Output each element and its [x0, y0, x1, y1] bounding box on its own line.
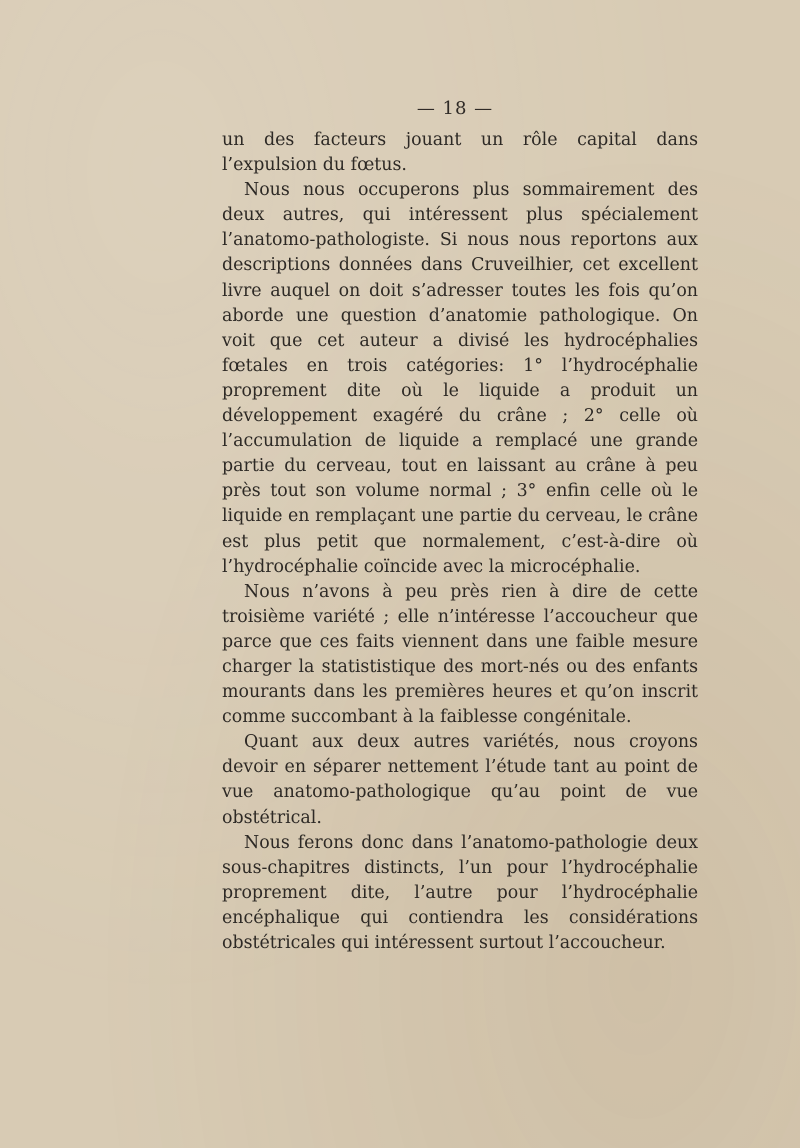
paragraph-3: Nous n’avons à peu près rien à dire de cette troisième variété ; elle n’intéresse l’accoucheur que parce que ces faits viennent dans une faible mesure charger la statististique des mort-nés ou des enfants mourants dans les premières heures et qu’on inscrit comme succombant à la faiblesse congénitale. [222, 581, 698, 728]
paragraph-2: Nous nous occuperons plus sommairement des deux autres, qui intéressent plus spécialement l’anatomo-pathologiste. Si nous nous reportons aux descriptions données dans Cruveilhier, cet excellent livre auquel on doit s’adresser toutes les fois qu’on aborde une question d’anatomie pathologique. On voit que cet auteur a divisé les hydrocéphalies fœtales en trois catégories: 1° l’hydrocéphalie proprement dite où le liquide a produit un développement exagéré du crâne ; 2° celle où l’accumulation de liquide a remplacé une grande partie du cerveau, tout en laissant au crâne à peu près tout son volume normal ; 3° enfin celle où le liquide en remplaçant une partie du cerveau, le crâne est plus petit que normalement, c’est-à-dire où l’hydrocéphalie coïncide avec la microcéphalie. [222, 180, 698, 577]
page-body [222, 128, 698, 956]
paragraph-4: Quant aux deux autres variétés, nous croyons devoir en séparer nettement l’étude tant au point de vue anatomo-pathologique qu’au point de vue obstétrical. [222, 732, 698, 828]
paragraph-1: un des facteurs jouant un rôle capital dans l’expulsion du fœtus. [222, 130, 698, 176]
paragraph-5: Nous ferons donc dans l’anatomo-pathologie deux sous-chapitres distincts, l’un pour l’hydrocéphalie proprement dite, l’autre pour l’hydrocéphalie encéphalique qui contiendra les considérations obstétricales qui intéressent surtout l’accoucheur. [222, 832, 698, 953]
page-number: — 18 — [416, 98, 494, 119]
